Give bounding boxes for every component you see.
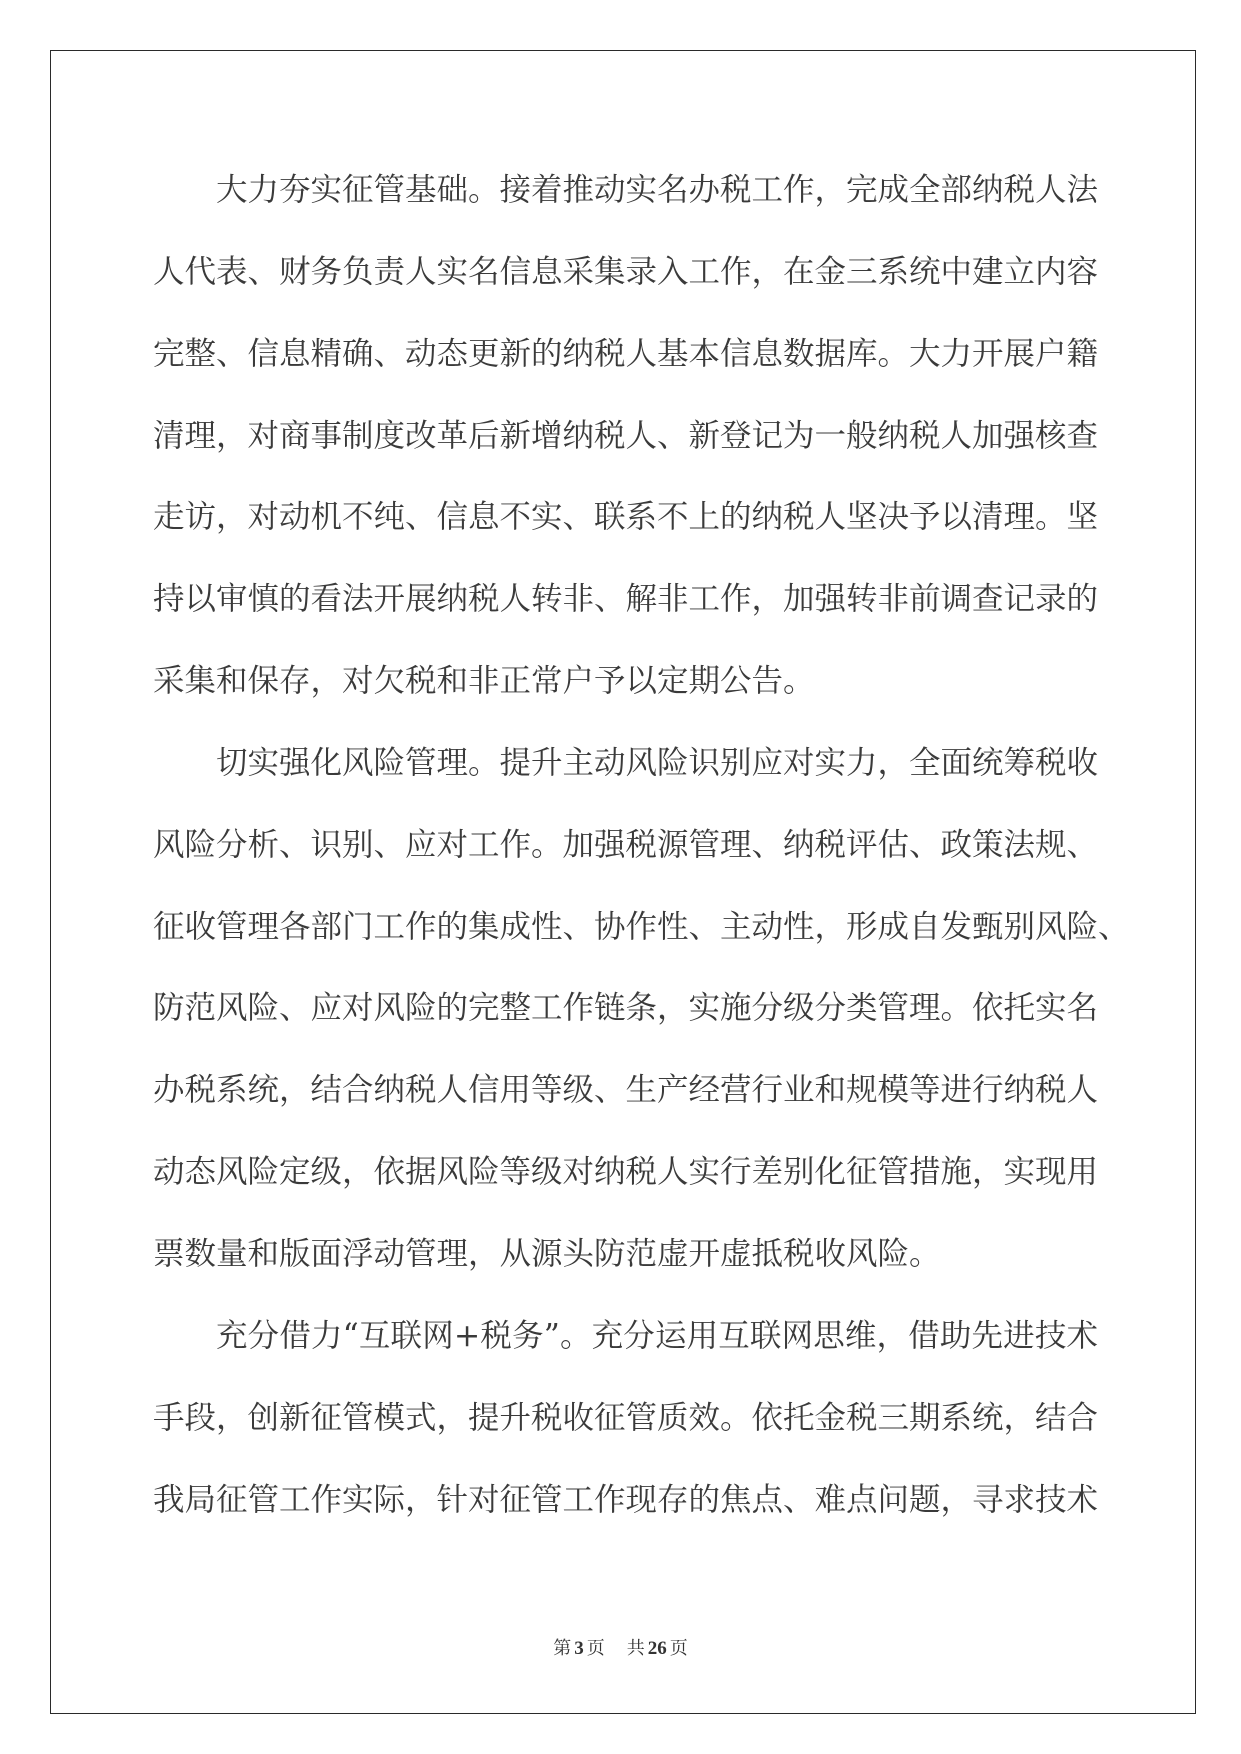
page-number-prefix: 第	[553, 1638, 572, 1659]
paragraph-line: 持以审慎的看法开展纳税人转非、解非工作，加强转非前调查记录的	[153, 581, 1099, 618]
page-number: 3	[574, 1638, 584, 1659]
paragraph-line: 人代表、财务负责人实名信息采集录入工作，在金三系统中建立内容	[153, 253, 1099, 290]
paragraph-line: 清理，对商事制度改革后新增纳税人、新登记为一般纳税人加强核查	[153, 417, 1099, 454]
paragraph-line: 票数量和版面浮动管理，从源头防范虚开虚抵税收风险。	[153, 1235, 941, 1272]
paragraph-line: 办税系统，结合纳税人信用等级、生产经营行业和规模等进行纳税人	[153, 1072, 1099, 1109]
paragraph-line: 采集和保存，对欠税和非正常户予以定期公告。	[153, 663, 815, 700]
paragraph	[153, 1296, 1098, 1542]
paragraph	[153, 723, 1130, 1296]
paragraph-line: 走访，对动机不纯、信息不实、联系不上的纳税人坚决予以清理。坚	[153, 499, 1099, 536]
total-pages-suffix: 页	[669, 1638, 688, 1659]
page-footer	[0, 1637, 1241, 1661]
paragraph-line: 动态风险定级，依据风险等级对纳税人实行差别化征管措施，实现用	[153, 1154, 1099, 1191]
paragraph-line: 我局征管工作实际，针对征管工作现存的焦点、难点问题，寻求技术	[153, 1481, 1099, 1518]
paragraph-line: 防范风险、应对风险的完整工作链条，实施分级分类管理。依托实名	[153, 990, 1099, 1027]
paragraph	[153, 150, 1098, 723]
paragraph-line: 充分借力“互联网+税务”。充分运用互联网思维，借助先进技术	[216, 1317, 1099, 1354]
paragraph-line: 风险分析、识别、应对工作。加强税源管理、纳税评估、政策法规、	[153, 826, 1099, 863]
total-pages: 26	[647, 1638, 667, 1659]
paragraph-line: 完整、信息精确、动态更新的纳税人基本信息数据库。大力开展户籍	[153, 335, 1099, 372]
paragraph-line: 切实强化风险管理。提升主动风险识别应对实力，全面统筹税收	[216, 744, 1099, 781]
paragraph-line: 征收管理各部门工作的集成性、协作性、主动性，形成自发甄别风险、	[153, 908, 1130, 945]
paragraph-line: 大力夯实征管基础。接着推动实名办税工作，完成全部纳税人法	[216, 172, 1099, 208]
paragraph-line: 手段，创新征管模式，提升税收征管质效。依托金税三期系统，结合	[153, 1399, 1099, 1436]
page-number-suffix: 页	[586, 1638, 605, 1659]
total-pages-prefix: 共	[626, 1638, 645, 1659]
document-body	[153, 150, 1130, 1541]
